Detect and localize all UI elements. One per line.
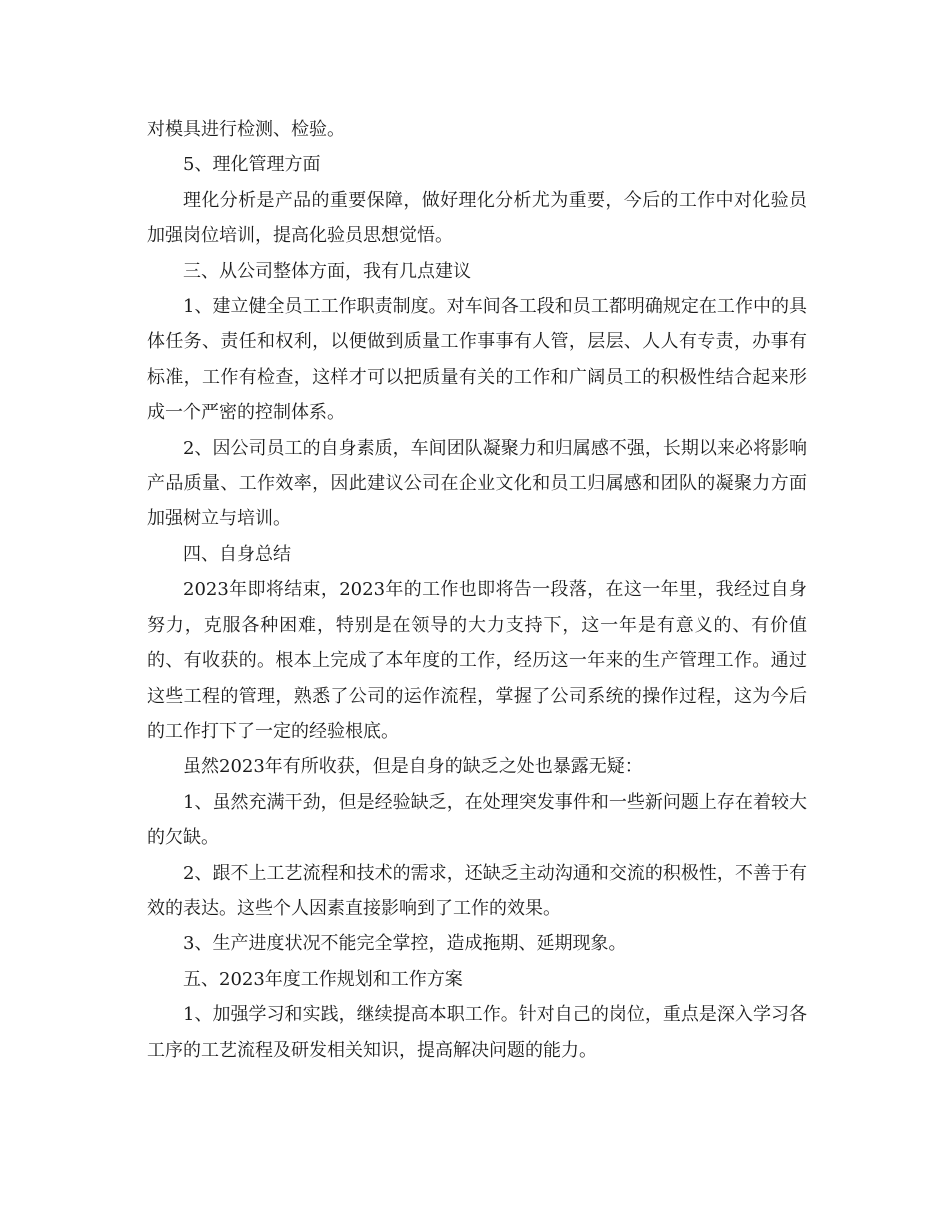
paragraph-11: 2、跟不上工艺流程和技术的需求，还缺乏主动沟通和交流的积极性，不善于有效的表达。这些个人因素直接影响到了工作的效果。	[147, 862, 807, 919]
document-body	[147, 112, 807, 1068]
paragraph-9: 虽然2023年有所收获，但是自身的缺乏之处也暴露无疑：	[183, 756, 643, 778]
paragraph-5: 1、建立健全员工工作职责制度。对车间各工段和员工都明确规定在工作中的具体任务、责任和权利，以便做到质量工作事事有人管，层层、人人有专责，办事有标准，工作有检查，这样才可以把质量有关的工作和广阔员工的积极性结合起来形成一个严密的控制体系。	[147, 296, 807, 424]
heading-physical-chemical-management: 5、理化管理方面	[183, 154, 321, 176]
paragraph-10: 1、虽然充满干劲，但是经验缺乏，在处理突发事件和一些新问题上存在着较大的欠缺。	[147, 791, 807, 849]
paragraph-6: 2、因公司员工的自身素质，车间团队凝聚力和归属感不强，长期以来必将影响产品质量、工作效率，因此建议公司在企业文化和员工归属感和团队的凝聚力方面加强树立与培训。	[147, 437, 807, 530]
paragraph-3: 理化分析是产品的重要保障，做好理化分析尤为重要，今后的工作中对化验员加强岗位培训，提高化验员思想觉悟。	[147, 189, 807, 247]
heading-work-plan: 五、2023年度工作规划和工作方案	[183, 968, 463, 990]
paragraph-1: 对模具进行检测、检验。	[147, 119, 345, 140]
heading-company-suggestions: 三、从公司整体方面，我有几点建议	[183, 260, 471, 282]
paragraph-12: 3、生产进度状况不能完全掌控，造成拖期、延期现象。	[183, 933, 627, 955]
paragraph-8: 2023年即将结束，2023年的工作也即将告一段落，在这一年里，我经过自身努力，克服各种困难，特别是在领导的大力支持下，这一年是有意义的、有价值的、有收获的。根本上完成了本年度的工作，经历这一年来的生产管理工作。通过这些工程的管理，熟悉了公司的运作流程，掌握了公司系统的操作过程，这为今后的工作打下了一定的经验根底。	[147, 579, 807, 742]
heading-self-summary: 四、自身总结	[183, 543, 291, 565]
paragraph-14: 1、加强学习和实践，继续提高本职工作。针对自己的岗位，重点是深入学习各工序的工艺流程及研发相关知识，提高解决问题的能力。	[147, 1004, 807, 1061]
